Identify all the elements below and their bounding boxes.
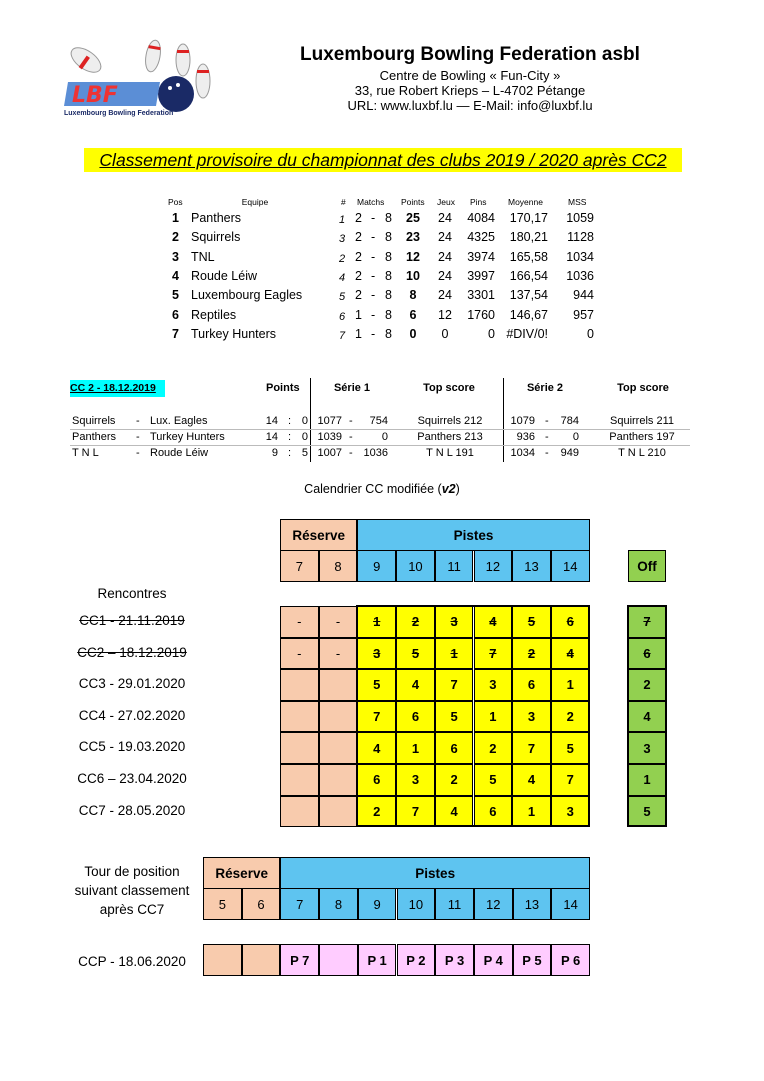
- reserve-header: Réserve: [280, 519, 357, 551]
- standing-sep: -: [371, 230, 376, 245]
- lane-assignment-cell: 5: [357, 669, 396, 701]
- result-serie2-dash: -: [545, 415, 549, 427]
- piste-lane-number: 11: [435, 550, 474, 582]
- standing-num: 7: [339, 329, 346, 342]
- result-top2: Panthers 197: [609, 431, 675, 443]
- standing-points: 10: [406, 268, 420, 283]
- ccp-lane-cell: P 4: [474, 944, 513, 976]
- standing-points: 23: [406, 230, 420, 245]
- result-serie2-home: 1034: [510, 447, 535, 459]
- lane-assignment-cell: 5: [474, 764, 513, 796]
- result-serie1-away: 754: [369, 415, 388, 427]
- logo-caption: Luxembourg Bowling Federation: [64, 110, 174, 117]
- lane-assignment-cell: 4: [396, 669, 435, 701]
- off-team-cell: 5: [628, 796, 666, 828]
- result-dash: -: [136, 447, 140, 459]
- result-points-away: 5: [301, 447, 308, 459]
- standing-matchs-won: 1: [355, 307, 362, 322]
- result-colon: :: [288, 447, 292, 459]
- standing-moyenne: 170,17: [509, 211, 548, 225]
- result-dash: -: [136, 431, 140, 443]
- standing-points: 12: [406, 249, 420, 264]
- lane-assignment-cell: 2: [551, 701, 590, 733]
- standing-moyenne: 166,54: [509, 268, 548, 283]
- piste-lane-number: 12: [474, 888, 513, 920]
- ccp-label: CCP - 18.06.2020: [78, 954, 186, 969]
- standing-matchs-total: 8: [385, 268, 392, 283]
- standing-mss: 1128: [567, 230, 594, 245]
- result-serie1-home: 1007: [317, 447, 342, 459]
- lane-assignment-cell: 6: [357, 764, 396, 796]
- lane-assignment-cell: 7: [396, 796, 435, 828]
- result-serie1-home: 1077: [317, 415, 342, 427]
- pistes-header: Pistes: [280, 857, 590, 889]
- col-header-points: Points: [401, 197, 425, 207]
- result-serie1-away: 1036: [363, 447, 388, 459]
- reserve-cell: [319, 701, 358, 733]
- standing-matchs-total: 8: [385, 288, 392, 303]
- standing-matchs-won: 2: [355, 249, 362, 264]
- standing-jeux: 24: [438, 249, 452, 264]
- lane-assignment-cell: 3: [357, 638, 396, 670]
- standing-moyenne: 180,21: [509, 230, 548, 245]
- reserve-cell: -: [319, 606, 358, 638]
- lane-assignment-cell: 7: [357, 701, 396, 733]
- standing-num: 6: [339, 310, 346, 323]
- lane-assignment-cell: 6: [474, 796, 513, 828]
- lane-assignment-cell: 2: [357, 796, 396, 828]
- ccp-lane-cell: P 6: [551, 944, 590, 976]
- standing-jeux: 0: [441, 326, 449, 341]
- col-header-pins: Pins: [470, 197, 487, 207]
- lane-assignment-cell: 1: [551, 669, 590, 701]
- lane-assignment-cell: 3: [435, 606, 474, 638]
- result-away: Roude Léiw: [150, 447, 209, 459]
- lane-assignment-cell: 5: [512, 606, 551, 638]
- standing-matchs-won: 2: [355, 230, 362, 245]
- center-name: Centre de Bowling « Fun-City »: [379, 68, 561, 83]
- result-points-away: 0: [301, 431, 308, 443]
- cc2-label: CC 2 - 18.12.2019: [70, 380, 165, 397]
- reserve-cell: -: [280, 638, 319, 670]
- lane-assignment-cell: 7: [551, 764, 590, 796]
- piste-lane-number: 14: [551, 550, 590, 582]
- ccp-lane-cell: P 2: [397, 944, 436, 976]
- standing-mss: 1059: [566, 211, 594, 225]
- ccp-lane-cell: P 1: [358, 944, 397, 976]
- lane-assignment-cell: 6: [551, 606, 590, 638]
- result-serie2-home: 1079: [510, 415, 535, 427]
- lane-assignment-cell: 4: [512, 764, 551, 796]
- piste-lane-number: 9: [358, 888, 397, 920]
- standing-pins: 4084: [467, 211, 495, 225]
- position-label-line: suivant classement: [74, 883, 190, 898]
- result-dash: -: [136, 415, 140, 427]
- reserve-cell: [319, 764, 358, 796]
- col-header-matchs: Matchs: [357, 197, 385, 207]
- pistes-header: Pistes: [357, 519, 589, 551]
- standing-matchs-total: 8: [385, 230, 392, 245]
- standing-num: 3: [339, 233, 346, 246]
- standing-team: Reptiles: [191, 307, 237, 322]
- position-label: [62, 862, 202, 919]
- col-header-mss: MSS: [568, 197, 587, 207]
- result-away: Turkey Hunters: [150, 431, 225, 443]
- reserve-lane-number: 8: [319, 550, 358, 582]
- piste-lane-number: 10: [397, 888, 436, 920]
- standing-matchs-won: 2: [355, 288, 362, 303]
- reserve-cell: [280, 796, 319, 828]
- result-top2: T N L 210: [618, 447, 666, 459]
- reserve-lane-number: 7: [280, 550, 319, 582]
- standing-matchs-won: 1: [355, 326, 362, 341]
- standing-moyenne: 146,67: [509, 307, 548, 322]
- result-serie1-dash: -: [349, 447, 353, 459]
- result-serie2-home: 936: [516, 431, 535, 443]
- standing-mss: 1036: [566, 268, 594, 283]
- reserve-cell: [319, 732, 358, 764]
- standing-sep: -: [371, 249, 376, 264]
- rencontres-label: Rencontres: [97, 586, 167, 601]
- lane-assignment-cell: 3: [512, 701, 551, 733]
- lane-assignment-cell: 1: [357, 606, 396, 638]
- standing-sep: -: [371, 326, 376, 341]
- result-serie1-dash: -: [349, 415, 353, 427]
- result-home: Panthers: [72, 431, 117, 443]
- col-header-pos: Pos: [168, 197, 183, 207]
- lane-assignment-cell: 5: [551, 732, 590, 764]
- standing-pos: 7: [172, 326, 179, 341]
- svg-text:LBF: LBF: [72, 83, 118, 108]
- rencontre-label: CC1 - 21.11.2019: [79, 613, 185, 628]
- lane-assignment-cell: 2: [474, 732, 513, 764]
- standing-team: Roude Léiw: [191, 268, 258, 283]
- standing-sep: -: [371, 268, 376, 283]
- lane-assignment-cell: 2: [512, 638, 551, 670]
- lane-assignment-cell: 4: [474, 606, 513, 638]
- standing-jeux: 24: [438, 211, 452, 225]
- rencontre-label: CC5 - 19.03.2020: [78, 739, 186, 755]
- lane-assignment-cell: 4: [551, 638, 590, 670]
- results-header-top1: Top score: [423, 382, 475, 394]
- result-home: T N L: [72, 447, 99, 459]
- off-team-cell: 3: [628, 732, 666, 764]
- result-serie2-dash: -: [545, 447, 549, 459]
- result-serie1-dash: -: [349, 431, 353, 443]
- result-serie2-away: 784: [560, 415, 579, 427]
- standing-mss: 957: [573, 307, 594, 322]
- piste-lane-number: 13: [513, 888, 552, 920]
- result-away: Lux. Eagles: [150, 415, 208, 427]
- standing-jeux: 24: [438, 288, 452, 303]
- standing-matchs-total: 8: [385, 249, 392, 264]
- standing-num: 2: [339, 252, 346, 265]
- standing-pins: 1760: [467, 307, 495, 322]
- result-serie2-away: 0: [572, 431, 579, 443]
- standing-pins: 4325: [467, 230, 495, 245]
- position-label-line: Tour de position: [84, 864, 180, 879]
- standing-num: 5: [339, 291, 346, 304]
- result-top2: Squirrels 211: [610, 415, 674, 427]
- standing-team: Luxembourg Eagles: [191, 288, 303, 303]
- col-header-moyenne: Moyenne: [508, 197, 543, 207]
- off-team-cell: 2: [628, 669, 666, 701]
- reserve-lane-number: 5: [203, 888, 242, 920]
- lane-assignment-cell: 2: [396, 606, 435, 638]
- standing-jeux: 12: [438, 307, 452, 322]
- reserve-cell: [280, 669, 319, 701]
- standing-sep: -: [371, 211, 376, 225]
- standing-sep: -: [371, 307, 376, 322]
- result-colon: :: [288, 415, 292, 427]
- off-team-cell: 7: [628, 606, 666, 638]
- col-header-equipe: Equipe: [241, 197, 269, 207]
- standing-pos: 1: [172, 211, 179, 225]
- lane-assignment-cell: 5: [396, 638, 435, 670]
- standing-pins: 3301: [467, 288, 495, 303]
- ccp-lane-cell: P 7: [280, 944, 319, 976]
- lane-assignment-cell: 7: [512, 732, 551, 764]
- reserve-cell: [319, 796, 358, 828]
- standing-mss: 1034: [566, 249, 594, 264]
- lane-assignment-cell: 4: [357, 732, 396, 764]
- result-serie2-away: 949: [560, 447, 579, 459]
- piste-lane-number: 11: [435, 888, 474, 920]
- result-serie1-home: 1039: [317, 431, 342, 443]
- piste-lane-number: 10: [396, 550, 435, 582]
- rencontre-label: CC6 – 23.04.2020: [77, 771, 187, 786]
- col-header-jeux: Jeux: [437, 197, 455, 207]
- reserve-cell: -: [319, 638, 358, 670]
- lane-assignment-cell: 7: [435, 669, 474, 701]
- piste-lane-number: 9: [357, 550, 396, 582]
- standing-matchs-total: 8: [385, 211, 392, 225]
- standing-moyenne: 165,58: [509, 249, 548, 264]
- federation-logo: [58, 36, 218, 122]
- standing-points: 6: [409, 307, 417, 322]
- calendar-title: Calendrier CC modifiée (v2): [304, 482, 460, 496]
- piste-lane-number: 12: [474, 550, 513, 582]
- standing-pos: 4: [172, 268, 179, 283]
- result-points-home: 9: [271, 447, 278, 459]
- result-colon: :: [288, 431, 292, 443]
- lane-assignment-cell: 1: [435, 638, 474, 670]
- lane-assignment-cell: 1: [512, 796, 551, 828]
- standing-matchs-won: 2: [355, 211, 362, 225]
- standing-team: Panthers: [191, 211, 242, 225]
- standing-sep: -: [371, 288, 376, 303]
- contact-line: URL: www.luxbf.lu — E-Mail: info@luxbf.lu: [347, 98, 593, 113]
- standing-mss: 0: [587, 326, 594, 341]
- lane-assignment-cell: 3: [551, 796, 590, 828]
- results-header-serie1: Série 1: [333, 382, 371, 394]
- reserve-lane-number: 6: [242, 888, 281, 920]
- ccp-lane-cell: P 3: [435, 944, 474, 976]
- result-top1: Panthers 213: [417, 431, 483, 443]
- standing-matchs-total: 8: [385, 326, 392, 341]
- standing-pos: 3: [172, 249, 179, 264]
- reserve-cell: -: [280, 606, 319, 638]
- standing-team: Turkey Hunters: [191, 326, 276, 341]
- lanes-block-border: [356, 605, 589, 827]
- standing-points: 25: [406, 211, 420, 225]
- reserve-cell: [203, 944, 242, 976]
- standing-num: 1: [339, 214, 346, 226]
- divider: [503, 378, 504, 462]
- rencontre-label: CC2 – 18.12.2019: [77, 644, 187, 660]
- off-team-cell: 4: [628, 701, 666, 733]
- lane-assignment-cell: 2: [435, 764, 474, 796]
- lane-assignment-cell: 4: [435, 796, 474, 828]
- lane-assignment-cell: 1: [396, 732, 435, 764]
- federation-name: Luxembourg Bowling Federation asbl: [300, 44, 640, 65]
- piste-lane-number: 14: [551, 888, 590, 920]
- lane-assignment-cell: 3: [396, 764, 435, 796]
- lane-assignment-cell: 6: [435, 732, 474, 764]
- standing-pins: 0: [488, 326, 495, 341]
- standing-moyenne: 137,54: [509, 288, 548, 303]
- piste-lane-number: 7: [280, 888, 319, 920]
- lane-assignment-cell: 1: [474, 701, 513, 733]
- piste-lane-number: 8: [319, 888, 358, 920]
- off-team-cell: 6: [628, 638, 666, 670]
- lane-assignment-cell: 6: [512, 669, 551, 701]
- lane-assignment-cell: 6: [396, 701, 435, 733]
- lane-assignment-cell: 7: [474, 638, 513, 670]
- standing-pos: 5: [172, 288, 179, 303]
- standing-mss: 944: [573, 288, 594, 303]
- standing-points: 0: [409, 326, 417, 341]
- page-title: Classement provisoire du championnat des clubs 2019 / 2020 après CC2: [84, 148, 682, 172]
- standing-jeux: 24: [438, 230, 452, 245]
- results-header-serie2: Série 2: [526, 382, 564, 394]
- reserve-header: Réserve: [203, 857, 280, 889]
- results-header-top2: Top score: [617, 382, 669, 394]
- off-team-cell: 1: [628, 764, 666, 796]
- rencontre-label: CC7 - 28.05.2020: [78, 802, 186, 818]
- rencontre-label: CC3 - 29.01.2020: [78, 676, 186, 692]
- off-block-border: [627, 605, 667, 827]
- reserve-cell: [280, 701, 319, 733]
- reserve-cell: [319, 669, 358, 701]
- rencontre-label: CC4 - 27.02.2020: [78, 707, 186, 723]
- standing-pos: 2: [172, 230, 179, 245]
- results-header-points: Points: [266, 382, 300, 394]
- result-points-away: 0: [301, 415, 308, 427]
- result-top1: Squirrels 212: [417, 415, 483, 427]
- reserve-cell: [280, 732, 319, 764]
- standing-matchs-won: 2: [355, 268, 362, 283]
- standing-num: 4: [339, 271, 346, 284]
- standing-pins: 3997: [467, 268, 495, 283]
- reserve-cell: [242, 944, 281, 976]
- address: 33, rue Robert Krieps – L-4702 Pétange: [354, 83, 586, 98]
- standing-points: 8: [409, 288, 417, 303]
- position-label-line: après CC7: [99, 902, 165, 917]
- standing-jeux: 24: [438, 268, 452, 283]
- ccp-lane-cell: [319, 944, 358, 976]
- standing-pos: 6: [172, 307, 179, 322]
- standing-matchs-total: 8: [385, 307, 392, 322]
- result-top1: T N L 191: [426, 447, 474, 459]
- result-points-home: 14: [265, 431, 278, 443]
- result-serie2-dash: -: [545, 431, 549, 443]
- standing-team: Squirrels: [191, 230, 241, 245]
- col-header-num: #: [341, 197, 346, 207]
- result-points-home: 14: [265, 415, 278, 427]
- result-home: Squirrels: [72, 415, 116, 427]
- off-header: Off: [628, 550, 666, 582]
- lane-assignment-cell: 3: [474, 669, 513, 701]
- standing-moyenne: #DIV/0!: [506, 326, 548, 341]
- standing-team: TNL: [191, 249, 215, 264]
- lane-assignment-cell: 5: [435, 701, 474, 733]
- standing-pins: 3974: [467, 249, 495, 264]
- ccp-lane-cell: P 5: [513, 944, 552, 976]
- result-serie1-away: 0: [381, 431, 388, 443]
- reserve-cell: [280, 764, 319, 796]
- piste-lane-number: 13: [512, 550, 551, 582]
